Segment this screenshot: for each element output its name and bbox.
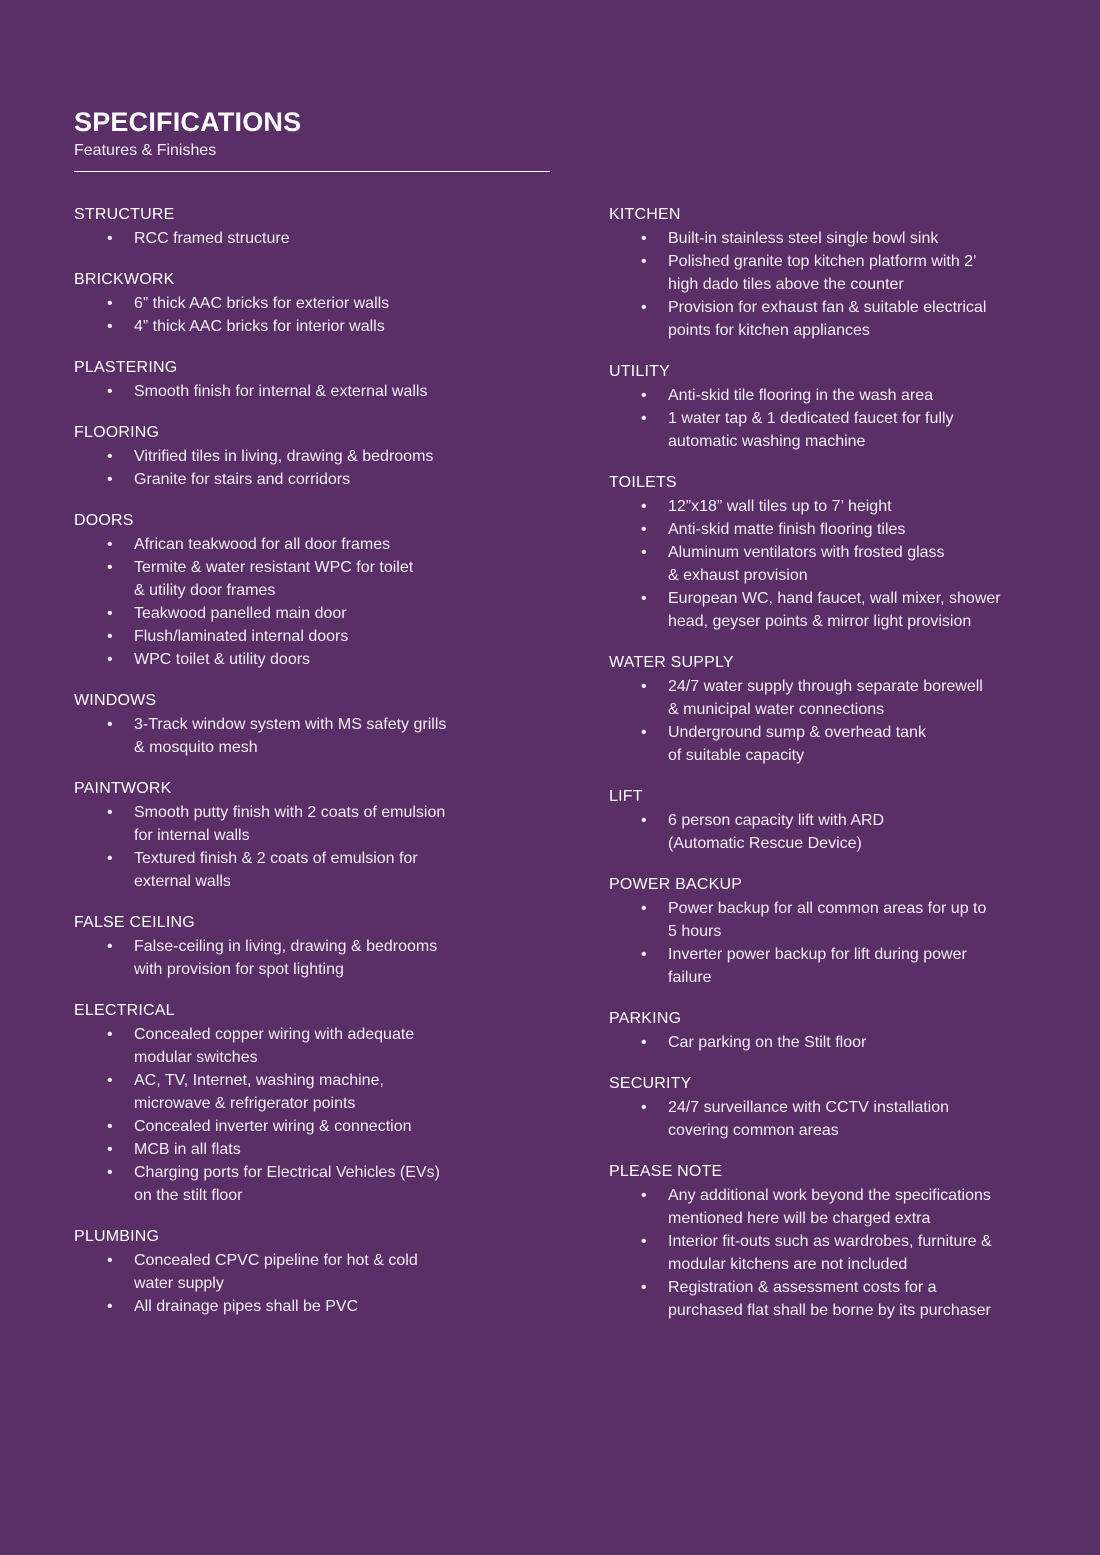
spec-item-text: 1 water tap & 1 dedicated faucet for fully automatic washing machine (668, 410, 954, 450)
bullet-icon: • (641, 1099, 647, 1116)
spec-list (74, 533, 554, 671)
spec-item-text: Any additional work beyond the specifications mentioned here will be charged extra (668, 1187, 991, 1227)
spec-section-utility (609, 362, 1029, 453)
spec-section-flooring (74, 423, 554, 491)
bullet-icon: • (107, 1164, 113, 1181)
spec-item-text: Teakwood panelled main door (134, 605, 347, 622)
spec-list-item (609, 384, 1029, 407)
spec-list-item (74, 1069, 554, 1115)
section-heading: ELECTRICAL (74, 1002, 175, 1019)
spec-item-text: Concealed CPVC pipeline for hot & cold water supply (134, 1252, 418, 1292)
spec-list (74, 227, 554, 250)
bullet-icon: • (107, 651, 113, 668)
bullet-icon: • (641, 544, 647, 561)
spec-list-item (74, 533, 554, 556)
spec-section-water-supply (609, 653, 1029, 767)
spec-list-item (609, 721, 1029, 767)
spec-list (74, 445, 554, 491)
bullet-icon: • (107, 471, 113, 488)
bullet-icon: • (641, 253, 647, 270)
spec-list (609, 897, 1029, 989)
spec-section-structure (74, 205, 554, 250)
spec-list-item (609, 675, 1029, 721)
spec-item-text: Anti-skid tile flooring in the wash area (668, 387, 934, 404)
spec-list (74, 1249, 554, 1318)
left-spec-column (74, 205, 554, 1338)
bullet-icon: • (641, 299, 647, 316)
spec-list-item (74, 625, 554, 648)
spec-list-item (609, 943, 1029, 989)
bullet-icon: • (107, 628, 113, 645)
spec-list-item (609, 296, 1029, 342)
spec-section-security (609, 1074, 1029, 1142)
spec-item-text: WPC toilet & utility doors (134, 651, 311, 668)
spec-item-text: Inverter power backup for lift during power failure (668, 946, 967, 986)
bullet-icon: • (107, 448, 113, 465)
bullet-icon: • (107, 716, 113, 733)
bullet-icon: • (107, 605, 113, 622)
spec-list (609, 675, 1029, 767)
spec-list-item (74, 847, 554, 893)
spec-item-text: 6” thick AAC bricks for exterior walls (134, 295, 390, 312)
section-heading: PAINTWORK (74, 780, 172, 797)
bullet-icon: • (107, 804, 113, 821)
spec-list-item (74, 1138, 554, 1161)
spec-item-text: Power backup for all common areas for up to 5 hours (668, 900, 987, 940)
bullet-icon: • (107, 938, 113, 955)
spec-list (74, 380, 554, 403)
spec-list (74, 801, 554, 893)
spec-list-item (74, 602, 554, 625)
bullet-icon: • (641, 410, 647, 427)
bullet-icon: • (641, 724, 647, 741)
spec-item-text: 24/7 water supply through separate borewell & municipal water connections (668, 678, 983, 718)
spec-list (609, 809, 1029, 855)
spec-section-power-backup (609, 875, 1029, 989)
bullet-icon: • (641, 498, 647, 515)
section-heading: PLASTERING (74, 359, 178, 376)
spec-item-text: Concealed copper wiring with adequate modular switches (134, 1026, 415, 1066)
spec-section-plastering (74, 358, 554, 403)
spec-list-item (609, 1230, 1029, 1276)
bullet-icon: • (641, 1279, 647, 1296)
spec-list-item (74, 801, 554, 847)
spec-item-text: Interior fit-outs such as wardrobes, furniture & modular kitchens are not included (668, 1233, 992, 1273)
spec-item-text: False-ceiling in living, drawing & bedrooms with provision for spot lighting (134, 938, 438, 978)
bullet-icon: • (641, 1034, 647, 1051)
bullet-icon: • (107, 850, 113, 867)
bullet-icon: • (641, 230, 647, 247)
spec-item-text: 3-Track window system with MS safety grills & mosquito mesh (134, 716, 447, 756)
section-heading: DOORS (74, 512, 134, 529)
spec-list-item (74, 935, 554, 981)
section-heading: FLOORING (74, 424, 160, 441)
spec-section-kitchen (609, 205, 1029, 342)
spec-item-text: AC, TV, Internet, washing machine, microwave & refrigerator points (134, 1072, 384, 1112)
spec-item-text: Smooth putty finish with 2 coats of emulsion for internal walls (134, 804, 446, 844)
section-heading: PLUMBING (74, 1228, 160, 1245)
spec-section-plumbing (74, 1227, 554, 1318)
spec-item-text: Underground sump & overhead tank of suitable capacity (668, 724, 926, 764)
spec-list (609, 384, 1029, 453)
spec-list-item (609, 227, 1029, 250)
spec-item-text: Provision for exhaust fan & suitable electrical points for kitchen appliances (668, 299, 987, 339)
spec-list-item (74, 380, 554, 403)
spec-section-lift (609, 787, 1029, 855)
spec-item-text: Built-in stainless steel single bowl sink (668, 230, 939, 247)
spec-item-text: Vitrified tiles in living, drawing & bedrooms (134, 448, 434, 465)
bullet-icon: • (107, 1072, 113, 1089)
spec-list-item (74, 468, 554, 491)
section-heading: BRICKWORK (74, 271, 175, 288)
spec-list-item (609, 897, 1029, 943)
spec-item-text: Car parking on the Stilt floor (668, 1034, 867, 1051)
bullet-icon: • (641, 946, 647, 963)
section-heading: POWER BACKUP (609, 876, 743, 893)
bullet-icon: • (107, 1026, 113, 1043)
bullet-icon: • (107, 295, 113, 312)
spec-list (609, 1184, 1029, 1322)
spec-list-item (74, 315, 554, 338)
spec-list (609, 1096, 1029, 1142)
section-heading: KITCHEN (609, 206, 681, 223)
spec-list-item (74, 227, 554, 250)
spec-section-please-note (609, 1162, 1029, 1322)
spec-item-text: Polished granite top kitchen platform with 2’ high dado tiles above the counter (668, 253, 977, 293)
section-heading: FALSE CEILING (74, 914, 195, 931)
bullet-icon: • (641, 590, 647, 607)
spec-section-paintwork (74, 779, 554, 893)
spec-list-item (74, 292, 554, 315)
spec-item-text: European WC, hand faucet, wall mixer, shower head, geyser points & mirror light provision (668, 590, 1001, 630)
spec-item-text: Smooth finish for internal & external walls (134, 383, 428, 400)
spec-list (74, 1023, 554, 1207)
spec-item-text: 12”x18” wall tiles up to 7’ height (668, 498, 892, 515)
bullet-icon: • (641, 678, 647, 695)
spec-item-text: Registration & assessment costs for a purchased flat shall be borne by its purchaser (668, 1279, 991, 1319)
bullet-icon: • (641, 387, 647, 404)
spec-item-text: Anti-skid matte finish flooring tiles (668, 521, 906, 538)
spec-list-item (74, 1115, 554, 1138)
spec-item-text: RCC framed structure (134, 230, 290, 247)
spec-list-item (74, 1023, 554, 1069)
spec-list-item (74, 445, 554, 468)
section-heading: PLEASE NOTE (609, 1163, 723, 1180)
spec-item-text: Textured finish & 2 coats of emulsion for external walls (134, 850, 418, 890)
section-heading: WINDOWS (74, 692, 157, 709)
spec-list-item (609, 1184, 1029, 1230)
spec-list-item (74, 713, 554, 759)
bullet-icon: • (641, 1187, 647, 1204)
spec-item-text: Granite for stairs and corridors (134, 471, 351, 488)
bullet-icon: • (641, 812, 647, 829)
page-subtitle: Features & Finishes (74, 142, 217, 159)
spec-item-text: 24/7 surveillance with CCTV installation covering common areas (668, 1099, 950, 1139)
spec-section-toilets (609, 473, 1029, 633)
spec-list-item (609, 1096, 1029, 1142)
bullet-icon: • (641, 1233, 647, 1250)
spec-item-text: Concealed inverter wiring & connection (134, 1118, 412, 1135)
spec-list-item (609, 518, 1029, 541)
spec-section-electrical (74, 1001, 554, 1207)
spec-list-item (609, 1276, 1029, 1322)
bullet-icon: • (107, 536, 113, 553)
spec-list-item (609, 1031, 1029, 1054)
spec-list (609, 495, 1029, 633)
spec-list-item (74, 1249, 554, 1295)
spec-section-doors (74, 511, 554, 671)
right-spec-column (609, 205, 1029, 1342)
spec-list-item (609, 541, 1029, 587)
section-heading: SECURITY (609, 1075, 692, 1092)
bullet-icon: • (107, 559, 113, 576)
bullet-icon: • (107, 383, 113, 400)
spec-list (74, 292, 554, 338)
spec-list-item (74, 1161, 554, 1207)
bullet-icon: • (107, 318, 113, 335)
spec-list-item (609, 495, 1029, 518)
spec-list-item (609, 407, 1029, 453)
spec-list-item (609, 250, 1029, 296)
spec-item-text: MCB in all flats (134, 1141, 241, 1158)
spec-list-item (74, 648, 554, 671)
section-heading: WATER SUPPLY (609, 654, 734, 671)
spec-item-text: Flush/laminated internal doors (134, 628, 349, 645)
bullet-icon: • (107, 1141, 113, 1158)
spec-item-text: African teakwood for all door frames (134, 536, 391, 553)
bullet-icon: • (641, 521, 647, 538)
section-heading: TOILETS (609, 474, 677, 491)
page-title: SPECIFICATIONS (74, 107, 302, 137)
spec-section-false-ceiling (74, 913, 554, 981)
spec-item-text: 6 person capacity lift with ARD (Automatic Rescue Device) (668, 812, 885, 852)
section-heading: LIFT (609, 788, 643, 805)
section-heading: PARKING (609, 1010, 682, 1027)
bullet-icon: • (107, 1252, 113, 1269)
bullet-icon: • (641, 900, 647, 917)
spec-section-parking (609, 1009, 1029, 1054)
spec-list (609, 227, 1029, 342)
spec-list-item (609, 587, 1029, 633)
bullet-icon: • (107, 230, 113, 247)
bullet-icon: • (107, 1118, 113, 1135)
header-divider (74, 171, 550, 172)
spec-section-brickwork (74, 270, 554, 338)
spec-list (74, 935, 554, 981)
section-heading: STRUCTURE (74, 206, 175, 223)
section-heading: UTILITY (609, 363, 670, 380)
spec-item-text: 4” thick AAC bricks for interior walls (134, 318, 385, 335)
spec-list (74, 713, 554, 759)
spec-item-text: Termite & water resistant WPC for toilet & utility door frames (134, 559, 414, 599)
bullet-icon: • (107, 1298, 113, 1315)
spec-list-item (74, 1295, 554, 1318)
spec-list-item (609, 809, 1029, 855)
spec-list (609, 1031, 1029, 1054)
spec-item-text: Charging ports for Electrical Vehicles (EVs) on the stilt floor (134, 1164, 440, 1204)
spec-section-windows (74, 691, 554, 759)
spec-list-item (74, 556, 554, 602)
page-header (74, 106, 550, 172)
spec-item-text: Aluminum ventilators with frosted glass & exhaust provision (668, 544, 945, 584)
spec-item-text: All drainage pipes shall be PVC (134, 1298, 359, 1315)
